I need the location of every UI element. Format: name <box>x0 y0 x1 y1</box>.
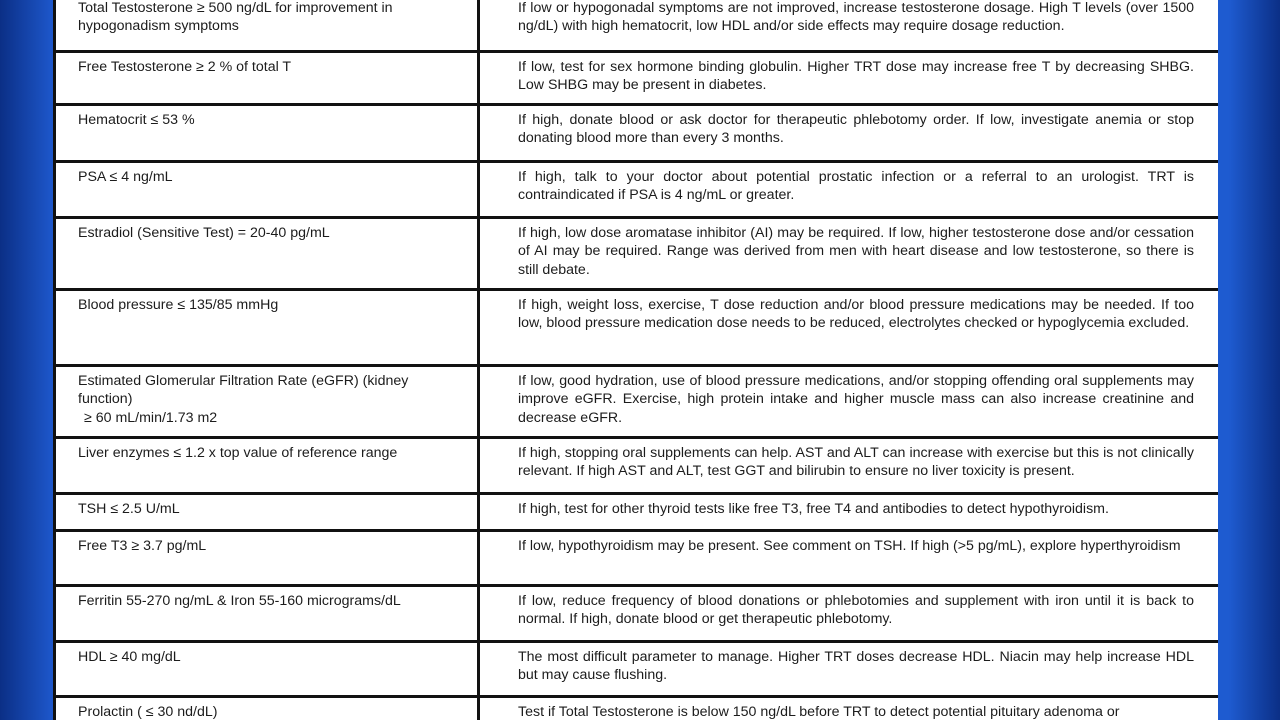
parameter-text: Hematocrit ≤ 53 % <box>78 112 195 128</box>
note-cell <box>479 105 1219 162</box>
note-cell <box>479 531 1219 586</box>
parameter-text: PSA ≤ 4 ng/mL <box>78 169 173 185</box>
parameter-text: Free Testosterone ≥ 2 % of total T <box>78 59 292 75</box>
parameter-cell <box>55 366 479 438</box>
parameter-cell <box>55 494 479 531</box>
parameter-cell <box>55 0 479 52</box>
table-row <box>55 531 1219 586</box>
note-cell <box>479 642 1219 697</box>
table-row <box>55 642 1219 697</box>
note-text: If high, stopping oral supplements can help. AST and ALT can increase with exercise but this is not clinically relevant. If high AST and ALT, test GGT and bilirubin to ensure no liver toxicity is present. <box>518 445 1194 480</box>
table-row <box>55 438 1219 494</box>
parameter-text: Estradiol (Sensitive Test) = 20-40 pg/mL <box>78 225 330 241</box>
parameter-cell <box>55 52 479 105</box>
table-row <box>55 218 1219 290</box>
note-text: If low or hypogonadal symptoms are not improved, increase testosterone dosage. High T levels (over 1500 ng/dL) with high hematocrit, low HDL and/or side effects may require dosage reduction. <box>518 0 1194 35</box>
note-cell <box>479 438 1219 494</box>
note-cell <box>479 0 1219 52</box>
parameter-cell <box>55 218 479 290</box>
table-row <box>55 162 1219 218</box>
note-text: If low, good hydration, use of blood pressure medications, and/or stopping offending oral supplements may improve eGFR. Exercise, high protein intake and higher muscle mass can also increase creatinine and decrease eGFR. <box>518 373 1194 426</box>
note-text: If high, test for other thyroid tests like free T3, free T4 and antibodies to detect hypothyroidism. <box>518 501 1109 517</box>
parameter-cell <box>55 697 479 720</box>
note-cell <box>479 52 1219 105</box>
table-row <box>55 697 1219 720</box>
parameter-cell <box>55 586 479 642</box>
note-cell <box>479 162 1219 218</box>
table-row <box>55 494 1219 531</box>
parameter-text: HDL ≥ 40 mg/dL <box>78 649 181 665</box>
table-row <box>55 586 1219 642</box>
parameter-text: Blood pressure ≤ 135/85 mmHg <box>78 297 279 313</box>
table-row <box>55 0 1219 52</box>
parameter-cell <box>55 531 479 586</box>
parameter-text: Total Testosterone ≥ 500 ng/dL for improvement in hypogonadism symptoms <box>78 0 393 35</box>
parameter-text: Prolactin ( ≤ 30 nd/dL) <box>78 704 218 720</box>
parameter-cell <box>55 105 479 162</box>
table-row <box>55 366 1219 438</box>
parameter-cell <box>55 642 479 697</box>
note-text: Test if Total Testosterone is below 150 ng/dL before TRT to detect potential pituitary adenoma or <box>518 704 1120 720</box>
parameter-cell <box>55 162 479 218</box>
parameter-threshold: ≥ 60 mL/min/1.73 m2 <box>84 409 218 426</box>
note-cell <box>479 218 1219 290</box>
parameter-cell <box>55 438 479 494</box>
note-cell <box>479 586 1219 642</box>
note-cell <box>479 290 1219 366</box>
parameter-cell <box>55 290 479 366</box>
parameter-text: Free T3 ≥ 3.7 pg/mL <box>78 538 207 554</box>
lab-parameters-table <box>53 0 1218 720</box>
note-text: If high, low dose aromatase inhibitor (AI) may be required. If low, higher testosterone dose and/or cessation of AI may be required. Range was derived from men with heart disease and low testosterone, so there is still debate. <box>518 225 1194 278</box>
table-row <box>55 52 1219 105</box>
note-cell <box>479 494 1219 531</box>
note-cell <box>479 366 1219 438</box>
parameter-text: TSH ≤ 2.5 U/mL <box>78 501 180 517</box>
table-row <box>55 105 1219 162</box>
parameter-text: Estimated Glomerular Filtration Rate (eGFR) (kidney function) <box>78 373 409 408</box>
parameter-text: Ferritin 55-270 ng/mL & Iron 55-160 micrograms/dL <box>78 593 401 609</box>
note-text: If low, reduce frequency of blood donations or phlebotomies and supplement with iron until it is back to normal. If high, donate blood or get therapeutic phlebotomy. <box>518 593 1194 628</box>
guidelines-sheet <box>53 0 1218 720</box>
note-text: If high, donate blood or ask doctor for therapeutic phlebotomy order. If low, investigate anemia or stop donating blood more than every 3 months. <box>518 112 1194 147</box>
table-row <box>55 290 1219 366</box>
note-text: If high, weight loss, exercise, T dose reduction and/or blood pressure medications may be needed. If too low, blood pressure medication dose needs to be reduced, electrolytes checked or hypoglycemia excluded. <box>518 297 1194 332</box>
note-text: The most difficult parameter to manage. Higher TRT doses decrease HDL. Niacin may help increase HDL but may cause flushing. <box>518 649 1194 684</box>
note-text: If low, test for sex hormone binding globulin. Higher TRT dose may increase free T by decreasing SHBG. Low SHBG may be present in diabetes. <box>518 59 1194 94</box>
note-text: If high, talk to your doctor about potential prostatic infection or a referral to an urologist. TRT is contraindicated if PSA is 4 ng/mL or greater. <box>518 169 1194 204</box>
note-text: If low, hypothyroidism may be present. See comment on TSH. If high (>5 pg/mL), explore hyperthyroidism <box>518 538 1181 554</box>
note-cell <box>479 697 1219 720</box>
parameter-text: Liver enzymes ≤ 1.2 x top value of reference range <box>78 445 398 461</box>
